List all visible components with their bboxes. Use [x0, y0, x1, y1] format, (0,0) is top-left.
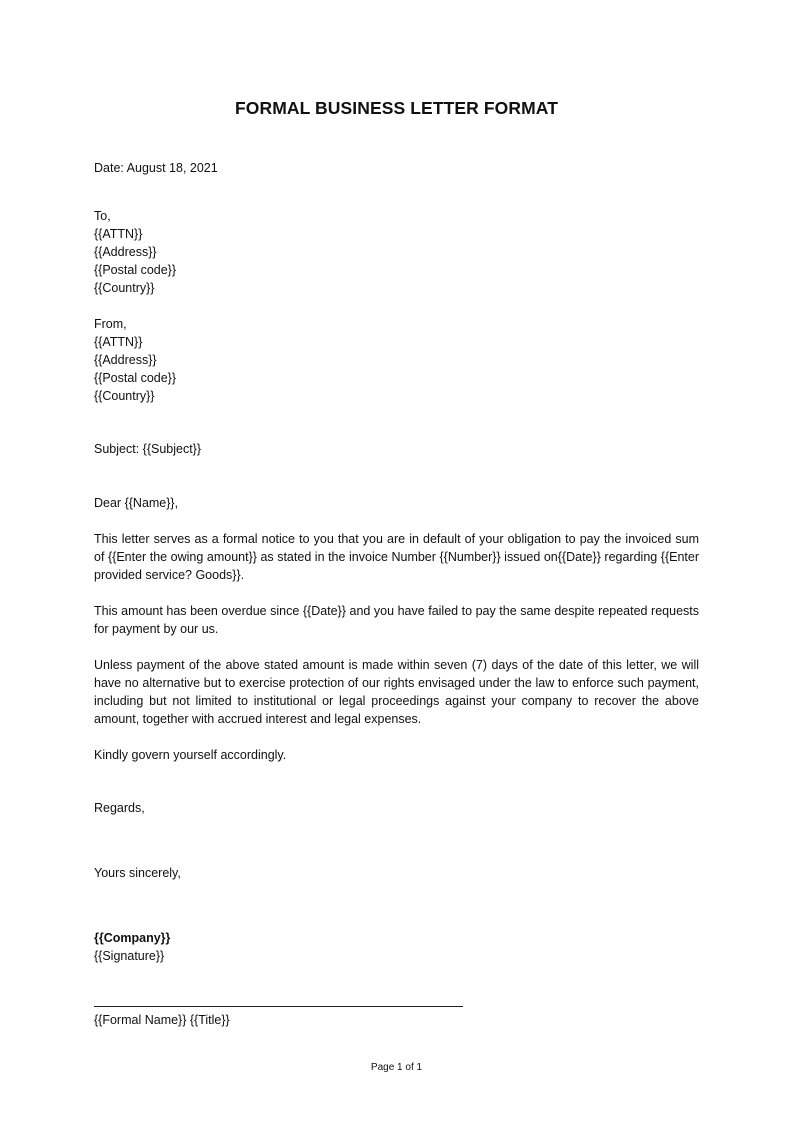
subject-line: Subject: {{Subject}}: [94, 442, 202, 456]
to-address: {{Address}}: [94, 245, 157, 259]
regards-line: Regards,: [94, 801, 145, 815]
to-postal-code: {{Postal code}}: [94, 263, 177, 277]
to-country: {{Country}}: [94, 281, 155, 295]
body-paragraph-overdue: This amount has been overdue since {{Date}} and you have failed to pay the same despite repeated requests for payment by our us.: [94, 604, 699, 636]
to-label: To,: [94, 209, 111, 223]
from-address: {{Address}}: [94, 353, 157, 367]
signature-divider: [94, 1006, 463, 1007]
page-footer: Page 1 of 1: [370, 1062, 423, 1073]
from-postal-code: {{Postal code}}: [94, 371, 177, 385]
body-paragraph-warning: Unless payment of the above stated amount is made within seven (7) days of the date of this letter, we will have no alternative but to exercise protection of our rights envisaged under the law to enforce such payment, including but not limited to institutional or legal proceedings against your company to recover the above amount, together with accrued interest and legal expenses.: [94, 658, 699, 726]
body-paragraph-notice: This letter serves as a formal notice to you that you are in default of your obligation to pay the invoiced sum of {{Enter the owing amount}} as stated in the invoice Number {{Number}} issued on{{Date}} regarding {{Enter provided service? Goods}}.: [94, 532, 699, 582]
formal-name-title: {{Formal Name}} {{Title}}: [94, 1013, 230, 1027]
salutation: Dear {{Name}},: [94, 496, 179, 510]
body-paragraph-closing: Kindly govern yourself accordingly.: [94, 748, 287, 762]
signature-placeholder: {{Signature}}: [94, 949, 165, 963]
company-name: {{Company}}: [94, 931, 171, 945]
from-country: {{Country}}: [94, 389, 155, 403]
from-attn: {{ATTN}}: [94, 335, 143, 349]
date-line: Date: August 18, 2021: [94, 161, 218, 175]
to-attn: {{ATTN}}: [94, 227, 143, 241]
document-title: FORMAL BUSINESS LETTER FORMAT: [234, 98, 559, 118]
from-label: From,: [94, 317, 127, 331]
yours-sincerely-line: Yours sincerely,: [94, 866, 181, 880]
